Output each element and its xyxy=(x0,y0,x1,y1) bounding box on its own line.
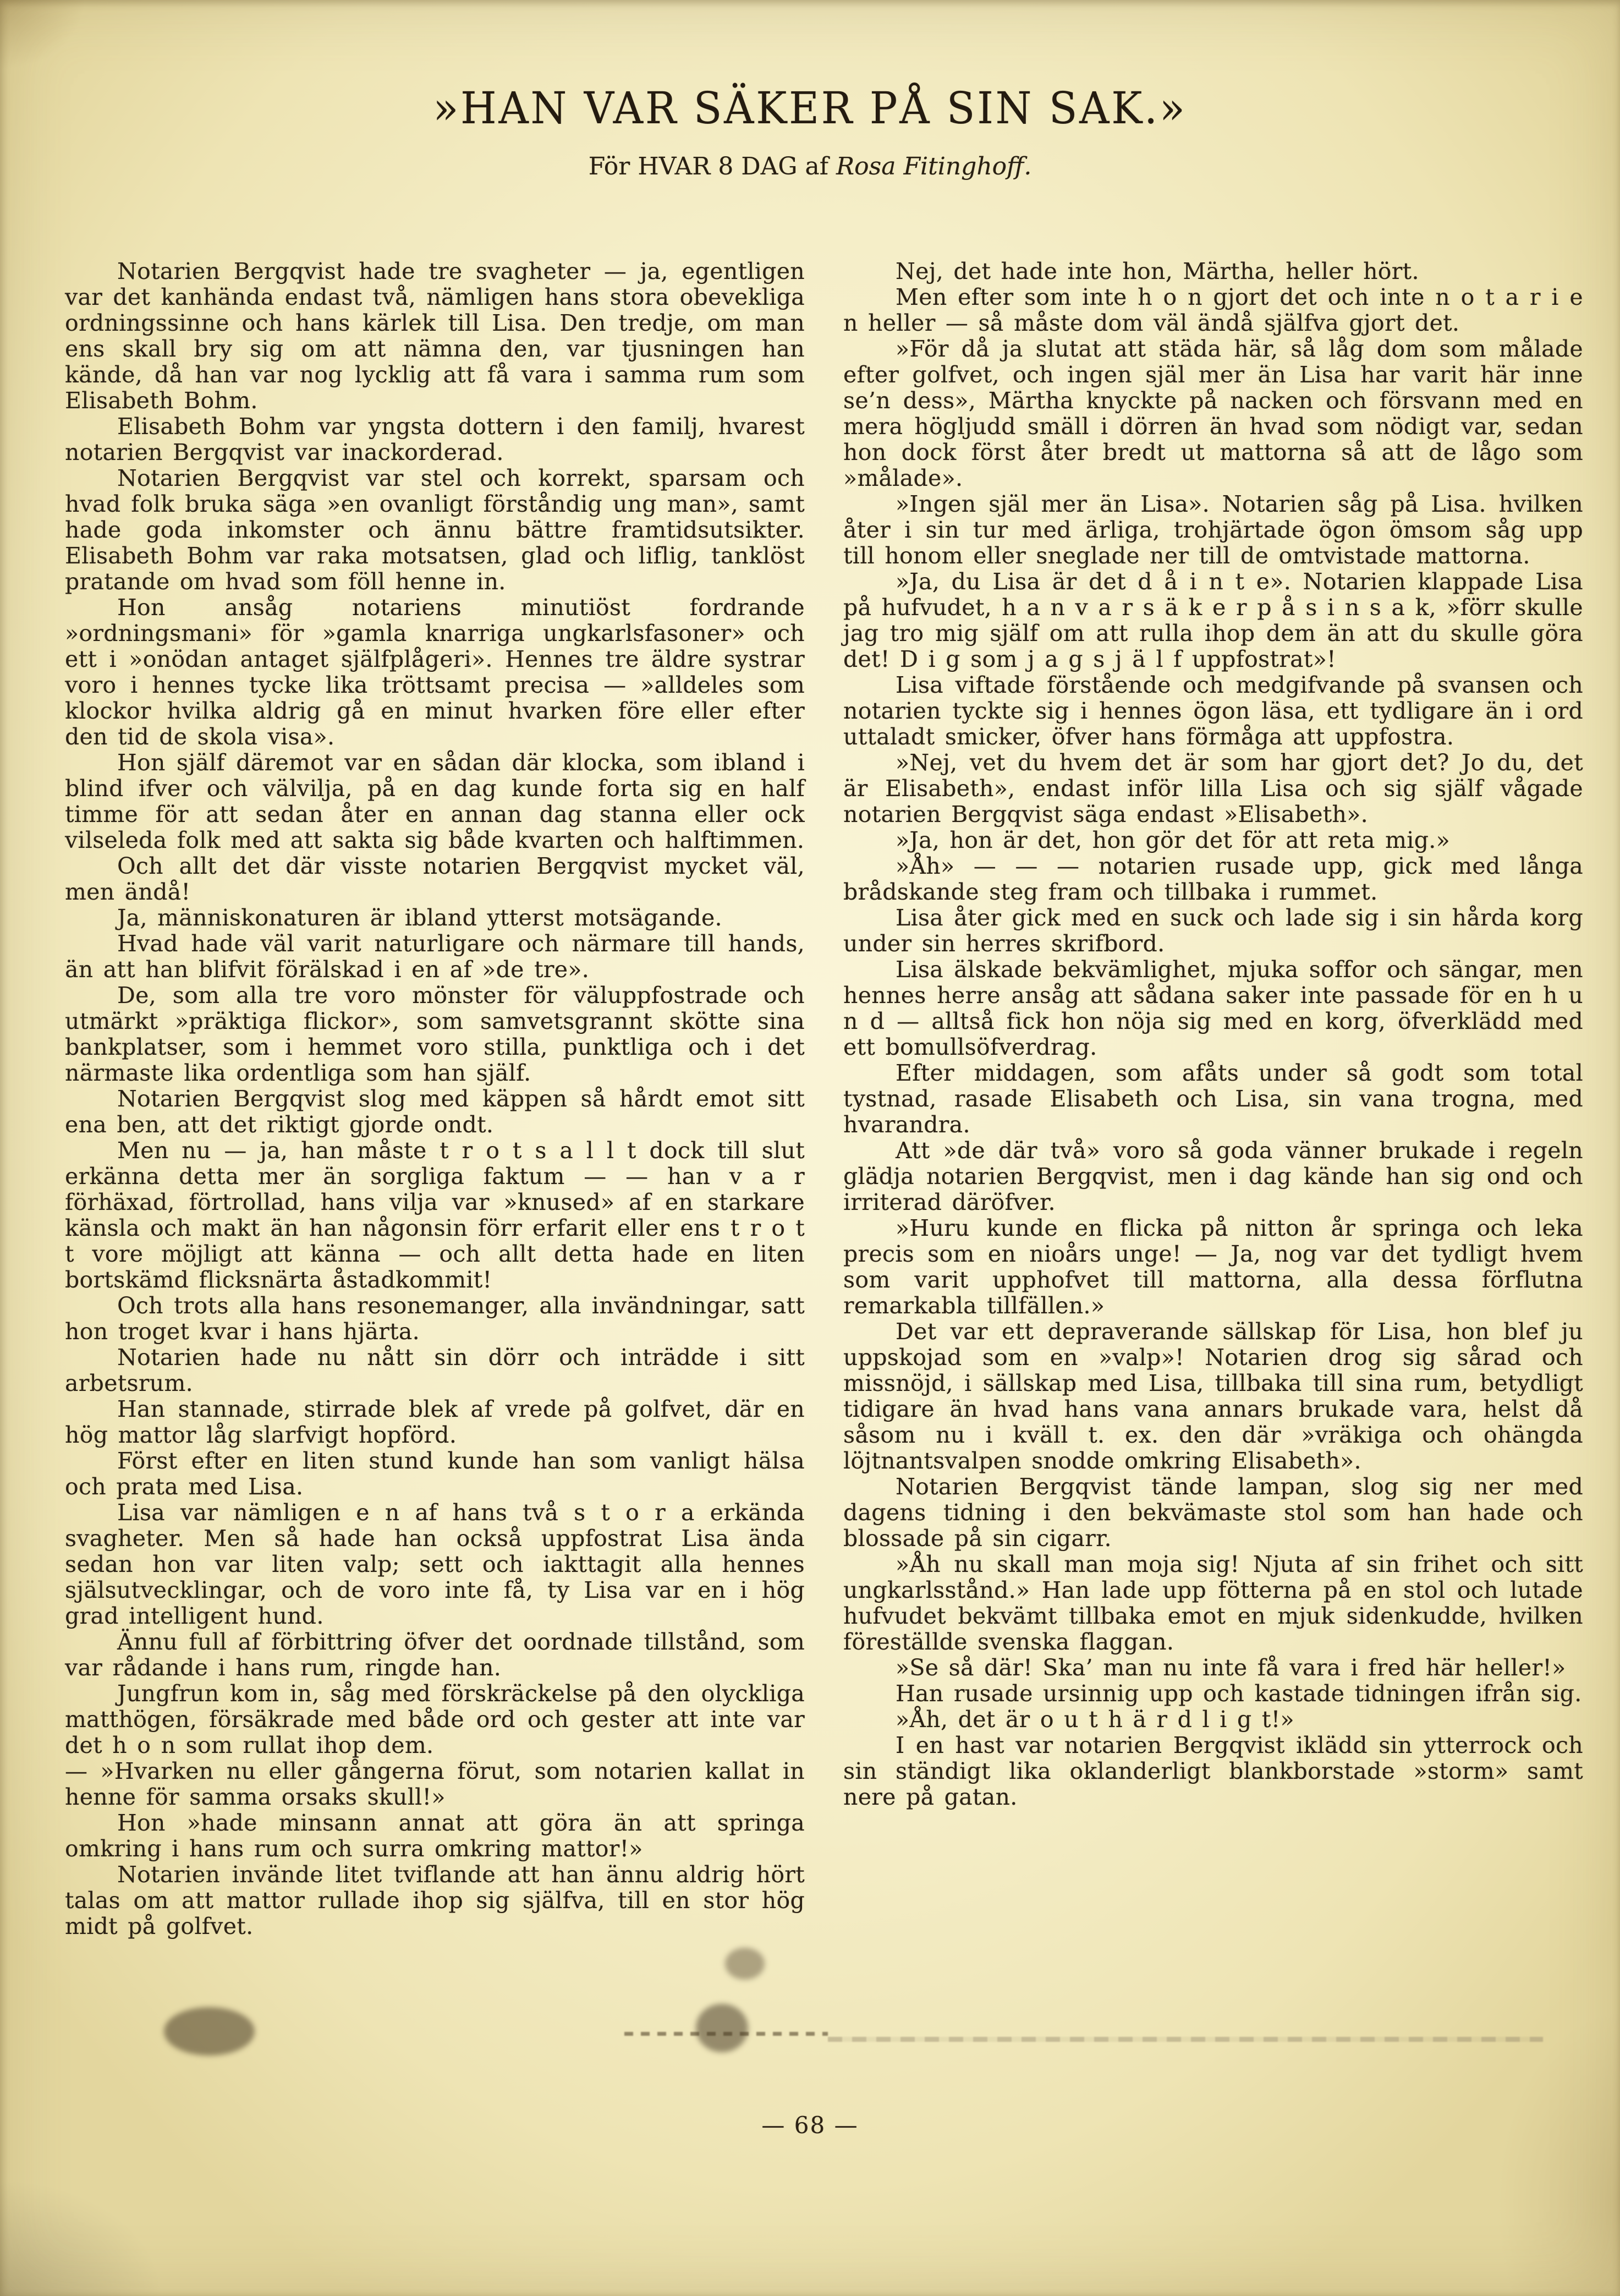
byline-prefix: För HVAR 8 DAG af xyxy=(588,152,837,180)
paragraph: »Se så där! Ska’ man nu inte få vara i fred här heller!» xyxy=(896,1654,1566,1681)
paragraph: »Ja, du Lisa är det d å i n t e». Notarien klappade Lisa på hufvudet, h a n v a r s ä k e r p å s i n s a k, »förr skulle jag tro mig själf om att rulla ihop dem än att du skulle göra det! D i g som j a g s j ä l f uppfostrat»! xyxy=(843,568,1583,672)
paragraph: »Åh nu skall man moja sig! Njuta af sin frihet och sitt ungkarlsstånd.» Han lade upp fötterna på en stol och lutade hufvudet bekvämt tillbaka emot en mjuk sidenkudde, hvilken föreställde svenska flaggan. xyxy=(843,1551,1583,1655)
paragraph: Och trots alla hans resonemanger, alla invändningar, satt hon troget kvar i hans hjärta. xyxy=(65,1292,805,1345)
paragraph: I en hast var notarien Bergqvist iklädd sin ytterrock och sin ständigt lika oklanderligt blankborstade »storm» samt nere på gatan. xyxy=(843,1732,1583,1810)
paragraph: Men nu — ja, han måste t r o t s a l l t dock till slut erkänna detta mer än sorgliga faktum — — han v a r förhäxad, förtrollad, hans vilja var »knused» af en starkare känsla och makt än han någonsin förr erfarit eller ens t r o t t vore möjligt att känna — och allt detta hade en liten bortskämd flicksnärta åstadkommit! xyxy=(65,1137,805,1293)
paragraph: Lisa åter gick med en suck och lade sig i sin hårda korg under sin herres skrifbord. xyxy=(843,905,1583,957)
page-number: — 68 — xyxy=(761,2112,859,2139)
paragraph: Hvad hade väl varit naturligare och närmare till hands, än att han blifvit förälskad i en af »de tre». xyxy=(65,930,805,983)
paragraph: Hon ansåg notariens minutiöst fordrande »ordningsmani» för »gamla knarriga ungkarlsfasoner» och ett i »onödan antaget själfplågeri». Hennes tre äldre systrar voro i hennes tycke lika tröttsamt precisa — »alldeles som klockor hvilka aldrig gå en minut hvarken före eller efter den tid de skola visa». xyxy=(65,594,805,750)
paragraph: Jungfrun kom in, såg med förskräckelse på den olyckliga matthögen, försäkrade med både ord och gester att inte var det h o n som rullat ihop dem. xyxy=(65,1680,805,1758)
paragraph: Han rusade ursinnig upp och kastade tidningen ifrån sig. xyxy=(896,1680,1582,1707)
paragraph: »Åh, det är o u t h ä r d l i g t!» xyxy=(896,1706,1294,1733)
scan-scratch xyxy=(624,2032,828,2036)
paragraph: Lisa älskade bekvämlighet, mjuka soffor och sängar, men hennes herre ansåg att sådana saker inte passade för en h u n d — alltså fick hon nöja sig med en korg, öfverklädd med ett bomullsöfverdrag. xyxy=(843,956,1583,1060)
paragraph: Ännu full af förbittring öfver det oordnade tillstånd, som var rådande i hans rum, ringde han. xyxy=(65,1629,805,1681)
paragraph: Notarien Bergqvist var stel och korrekt, sparsam och hvad folk bruka säga »en ovanligt förståndig ung man», samt hade goda inkomster och ännu bättre framtidsutsikter. Elisabeth Bohm var raka motsatsen, glad och liflig, tanklöst pratande om hvad som föll henne in. xyxy=(65,465,805,595)
paragraph: Efter middagen, som afåts under så godt som total tystnad, rasade Elisabeth och Lisa, sin vana trogna, med hvarandra. xyxy=(843,1060,1583,1138)
paragraph: Elisabeth Bohm var yngsta dottern i den familj, hvarest notarien Bergqvist var inackorderad. xyxy=(65,413,805,465)
paragraph: »Nej, vet du hvem det är som har gjort det? Jo du, det är Elisabeth», endast inför lilla Lisa och sig själf vågade notarien Bergqvist säga endast »Elisabeth». xyxy=(843,749,1583,828)
paragraph: Notarien Bergqvist slog med käppen så hårdt emot sitt ena ben, att det riktigt gjorde ondt. xyxy=(65,1086,805,1138)
paragraph: »Huru kunde en flicka på nitton år springa och leka precis som en nioårs unge! — Ja, nog var det tydligt hvem som varit upphofvet till mattorna, alla dessa förflutna remarkabla tillfällen.» xyxy=(843,1215,1583,1319)
paragraph: — »Hvarken nu eller gångerna förut, som notarien kallat in henne för samma orsaks skull!» xyxy=(65,1758,805,1810)
paragraph: »För då ja slutat att städa här, så låg dom som målade efter golfvet, och ingen själ mer än Lisa har varit här inne se’n dess», Märtha knyckte på nacken och försvann med en mera högljudd smäll i dörren än hvad som nödigt var, sedan hon dock först åter bredt ut mattorna så att de lågo som »målade». xyxy=(843,336,1583,491)
story-byline xyxy=(0,152,1620,180)
scan-scratch xyxy=(828,2037,1543,2042)
paragraph: Hon själf däremot var en sådan där klocka, som ibland i blind ifver och välvilja, på en dag kunde forta sig en half timme för att sedan åter en annan dag stanna eller ock vilseleda folk med att sakta sig både kvarten och halftimmen. xyxy=(65,749,805,853)
paragraph: Lisa viftade förstående och medgifvande på svansen och notarien tyckte sig i hennes ögon läsa, ett tydligare än i ord uttaladt smicker, öfver hans förmåga att uppfostra. xyxy=(843,672,1583,750)
paragraph: Hon »hade minsann annat att göra än att springa omkring i hans rum och surra omkring mattor!» xyxy=(65,1810,805,1862)
paragraph: Nej, det hade inte hon, Märtha, heller hört. xyxy=(896,258,1419,284)
paragraph: Notarien invände litet tviflande att han ännu aldrig hört talas om att mattor rullade ihop sig själfva, till en stor hög midt på golfvet. xyxy=(65,1861,805,1939)
paragraph: »Åh» — — — notarien rusade upp, gick med långa brådskande steg fram och tillbaka i rummet. xyxy=(843,853,1583,905)
ink-smudge xyxy=(725,1948,765,1980)
paragraph: Lisa var nämligen e n af hans två s t o r a erkända svagheter. Men så hade han också uppfostrat Lisa ända sedan hon var liten valp; sett och iakttagit alla hennes själsutvecklingar, och de voro inte få, ty Lisa var en i hög grad intelligent hund. xyxy=(65,1499,805,1629)
paragraph: Notarien Bergqvist hade tre svagheter — ja, egentligen var det kanhända endast två, nämligen hans stora obevekliga ordningssinne och hans kärlek till Lisa. Den tredje, om man ens skall bry sig om att nämna den, var tjusningen han kände, då han var nog lycklig att få vara i samma rum som Elisabeth Bohm. xyxy=(65,258,805,414)
paragraph: »Ingen själ mer än Lisa». Notarien såg på Lisa. hvilken åter i sin tur med ärliga, trohjärtade ögon ömsom såg upp till honom eller sneglade ner till de omtvistade mattorna. xyxy=(843,491,1583,569)
column-left xyxy=(65,259,805,1939)
paragraph: Det var ett depraverande sällskap för Lisa, hon blef ju uppskojad som en »valp»! Notarien drog sig sårad och missnöjd, i sällskap med Lisa, tillbaka till sina rum, betydligt tidigare än hvad hans vana annars brukade vara, helst då såsom nu i kväll t. ex. den där »vräkiga och ohängda löjtnantsvalpen snodde omkring Elisabeth». xyxy=(843,1318,1583,1474)
paragraph: Att »de där två» voro så goda vänner brukade i regeln glädja notarien Bergqvist, men i dag kände han sig ond och irriterad däröfver. xyxy=(843,1137,1583,1215)
paragraph: »Ja, hon är det, hon gör det för att reta mig.» xyxy=(896,827,1450,853)
paragraph: De, som alla tre voro mönster för väluppfostrade och utmärkt »präktiga flickor», som samvetsgrannt skötte sina bankplatser, som i hemmet voro stilla, punktliga och i det närmaste lika ordentliga som han själf. xyxy=(65,982,805,1086)
ink-smudge xyxy=(164,2007,255,2056)
paragraph: Först efter en liten stund kunde han som vanligt hälsa och prata med Lisa. xyxy=(65,1448,805,1500)
text-columns xyxy=(65,259,1583,1939)
paragraph: Men efter som inte h o n gjort det och inte n o t a r i e n heller — så måste dom väl ändå själfva gjort det. xyxy=(843,284,1583,336)
column-right xyxy=(843,259,1583,1939)
story-title: »HAN VAR SÄKER PÅ SIN SAK.» xyxy=(433,83,1187,134)
paragraph: Notarien hade nu nått sin dörr och inträdde i sitt arbetsrum. xyxy=(65,1344,805,1396)
byline-author: Rosa Fitinghoff. xyxy=(836,152,1032,180)
ink-smudge xyxy=(696,2004,748,2052)
paragraph: Och allt det där visste notarien Bergqvist mycket väl, men ändå! xyxy=(65,853,805,905)
paragraph: Notarien Bergqvist tände lampan, slog sig ner med dagens tidning i den bekvämaste stol som han hade och blossade på sin cigarr. xyxy=(843,1473,1583,1552)
paragraph: Ja, människonaturen är ibland ytterst motsägande. xyxy=(117,905,722,931)
paragraph: Han stannade, stirrade blek af vrede på golfvet, där en hög mattor låg slarfvigt hopförd. xyxy=(65,1396,805,1448)
